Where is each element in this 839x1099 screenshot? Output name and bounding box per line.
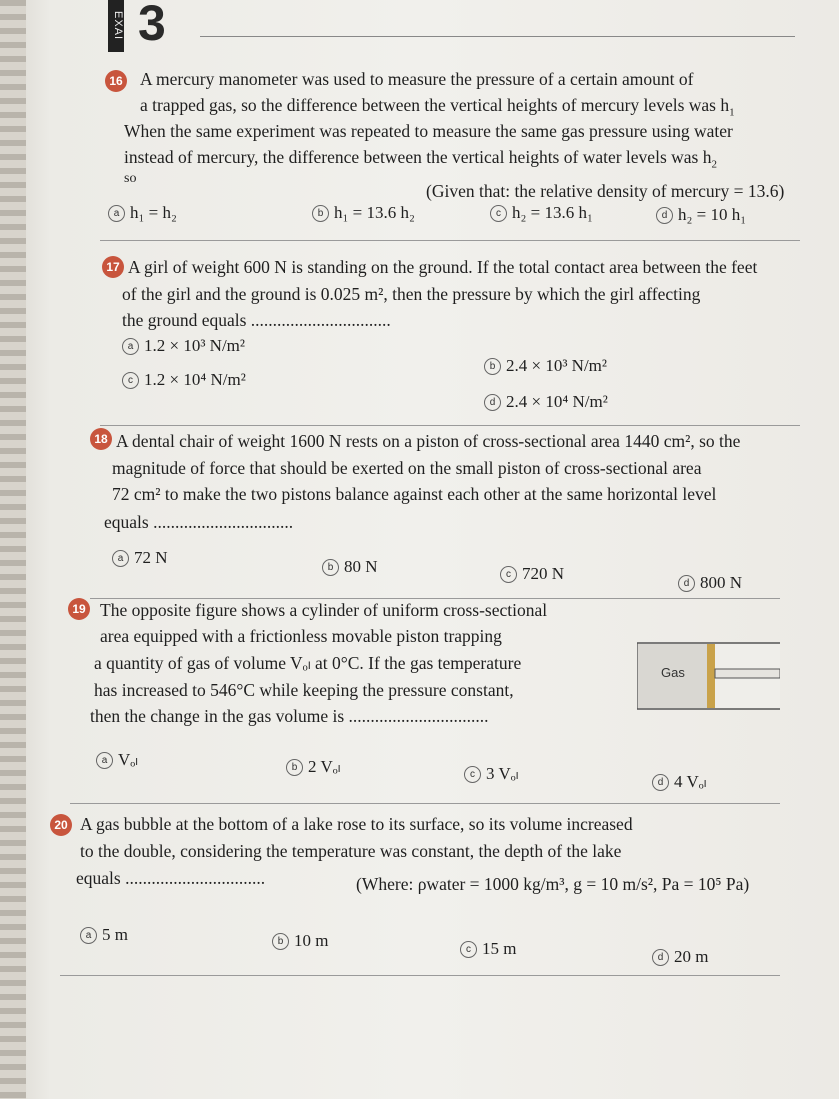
option-letter-d: d (678, 575, 695, 592)
q18-option-d-text: 800 N (700, 573, 743, 592)
question-16-line-1: A mercury manometer was used to measure the pressure of a certain amount of (140, 69, 694, 89)
option-letter-c: c (460, 941, 477, 958)
movable-piston (707, 644, 715, 708)
question-17-line-3: the ground equals ................................ (122, 310, 391, 330)
option-letter-c: c (500, 566, 517, 583)
q19-option-b[interactable] (286, 757, 340, 777)
question-divider (70, 803, 780, 804)
q17-option-b[interactable] (484, 356, 607, 376)
question-19-line-4: has increased to 546°C while keeping the pressure constant, (94, 680, 514, 700)
q17-option-d[interactable] (484, 392, 608, 412)
option-letter-a: a (108, 205, 125, 222)
q20-option-c[interactable] (460, 939, 516, 959)
question-divider (100, 425, 800, 426)
option-letter-a: a (80, 927, 97, 944)
q18-option-b-text: 80 N (344, 557, 378, 576)
question-17-line-2: of the girl and the ground is 0.025 m², then the pressure by which the girl affecting (122, 284, 701, 304)
header-divider (200, 36, 795, 37)
q18-option-a[interactable] (112, 548, 168, 568)
h2-subscript: 2 (711, 158, 717, 171)
q19-option-a[interactable] (96, 750, 138, 770)
option-letter-b: b (484, 358, 501, 375)
q16-option-c[interactable] (490, 203, 593, 223)
q18-option-d[interactable] (678, 573, 742, 593)
question-18-number: 18 (90, 428, 112, 450)
q17-option-c-text: 1.2 × 10⁴ N/m² (144, 370, 246, 389)
q17-option-d-text: 2.4 × 10⁴ N/m² (506, 392, 608, 411)
gas-label: Gas (661, 665, 685, 680)
page-binding-edge (0, 0, 26, 1099)
q16-option-d[interactable] (656, 205, 746, 225)
q18-option-c[interactable] (500, 564, 564, 584)
q17-option-a[interactable] (122, 336, 245, 356)
option-letter-c: c (464, 766, 481, 783)
question-divider (60, 975, 780, 976)
question-18-line-2: magnitude of force that should be exerted on the small piston of cross-sectional area (112, 458, 702, 478)
q20-option-d-text: 20 m (674, 947, 709, 966)
question-19-line-1: The opposite figure shows a cylinder of uniform cross-sectional (100, 600, 548, 620)
option-letter-d: d (652, 774, 669, 791)
option-letter-b: b (272, 933, 289, 950)
q20-option-b-text: 10 m (294, 931, 329, 950)
q19-option-c[interactable] (464, 764, 518, 784)
question-20-line-1: A gas bubble at the bottom of a lake rose to its surface, so its volume increased (80, 814, 633, 834)
question-divider (100, 240, 800, 241)
page-number: 3 (138, 0, 166, 51)
gas-cylinder-figure (637, 641, 780, 711)
question-20-line-3: equals ................................ (76, 868, 266, 888)
piston-rod (715, 669, 780, 678)
q20-option-a[interactable] (80, 925, 128, 945)
question-16-line-3: When the same experiment was repeated to measure the same gas pressure using water (124, 121, 733, 141)
question-18-line-3: 72 cm² to make the two pistons balance against each other at the same horizontal level (112, 484, 717, 504)
option-letter-b: b (286, 759, 303, 776)
question-17-number: 17 (102, 256, 124, 278)
question-20-given: (Where: ρwater = 1000 kg/m³, g = 10 m/s², Pa = 10⁵ Pa) (356, 874, 750, 894)
q20-option-b[interactable] (272, 931, 328, 951)
q19-option-d[interactable] (652, 772, 706, 792)
q16-option-b[interactable] (312, 203, 415, 223)
q16-option-a-text: h₁ = h₂ (130, 203, 177, 222)
q20-option-c-text: 15 m (482, 939, 517, 958)
q16-option-a[interactable] (108, 203, 177, 223)
question-16-line-4 (124, 145, 717, 177)
q16-option-d-text: h₂ = 10 h₁ (678, 205, 747, 224)
q18-option-a-text: 72 N (134, 548, 168, 567)
section-tag: EXAI (108, 0, 124, 52)
question-16-line-2-text: a trapped gas, so the difference between the vertical heights of mercury levels was h (140, 95, 730, 115)
option-letter-b: b (322, 559, 339, 576)
q20-option-a-text: 5 m (102, 925, 128, 944)
q19-option-c-text: 3 Vₒₗ (486, 764, 519, 783)
option-letter-d: d (652, 949, 669, 966)
q18-option-b[interactable] (322, 557, 378, 577)
q16-option-c-text: h₂ = 13.6 h₁ (512, 203, 593, 222)
option-letter-b: b (312, 205, 329, 222)
question-19-line-2: area equipped with a frictionless movable piston trapping (100, 626, 502, 646)
question-17-line-1: A girl of weight 600 N is standing on the ground. If the total contact area between the feet (128, 257, 758, 277)
question-16-line-5: so (124, 171, 137, 186)
q19-option-b-text: 2 Vₒₗ (308, 757, 341, 776)
q17-option-b-text: 2.4 × 10³ N/m² (506, 356, 608, 375)
option-letter-a: a (112, 550, 129, 567)
option-letter-d: d (656, 207, 673, 224)
option-letter-c: c (490, 205, 507, 222)
question-19-line-3: a quantity of gas of volume Vₒₗ at 0°C. If the gas temperature (94, 653, 522, 673)
q17-option-c[interactable] (122, 370, 246, 390)
question-16-number: 16 (105, 70, 127, 92)
question-16-given: (Given that: the relative density of mercury = 13.6) (426, 181, 785, 201)
option-letter-d: d (484, 394, 501, 411)
q16-option-b-text: h₁ = 13.6 h₂ (334, 203, 415, 222)
q20-option-d[interactable] (652, 947, 708, 967)
question-20-number: 20 (50, 814, 72, 836)
question-16-line-4-text: instead of mercury, the difference between the vertical heights of water levels was h (124, 147, 712, 167)
question-19-number: 19 (68, 598, 90, 620)
q19-option-d-text: 4 Vₒₗ (674, 772, 707, 791)
h1-subscript: 1 (729, 106, 735, 119)
question-20-line-2: to the double, considering the temperature was constant, the depth of the lake (80, 841, 622, 861)
q17-option-a-text: 1.2 × 10³ N/m² (144, 336, 246, 355)
q19-option-a-text: Vₒₗ (118, 750, 138, 769)
option-letter-a: a (96, 752, 113, 769)
question-18-line-1: A dental chair of weight 1600 N rests on a piston of cross-sectional area 1440 cm², so the (116, 431, 741, 451)
option-letter-a: a (122, 338, 139, 355)
q18-option-c-text: 720 N (522, 564, 565, 583)
option-letter-c: c (122, 372, 139, 389)
question-18-line-4: equals ................................ (104, 512, 294, 532)
question-19-line-5: then the change in the gas volume is ................................ (90, 706, 489, 726)
